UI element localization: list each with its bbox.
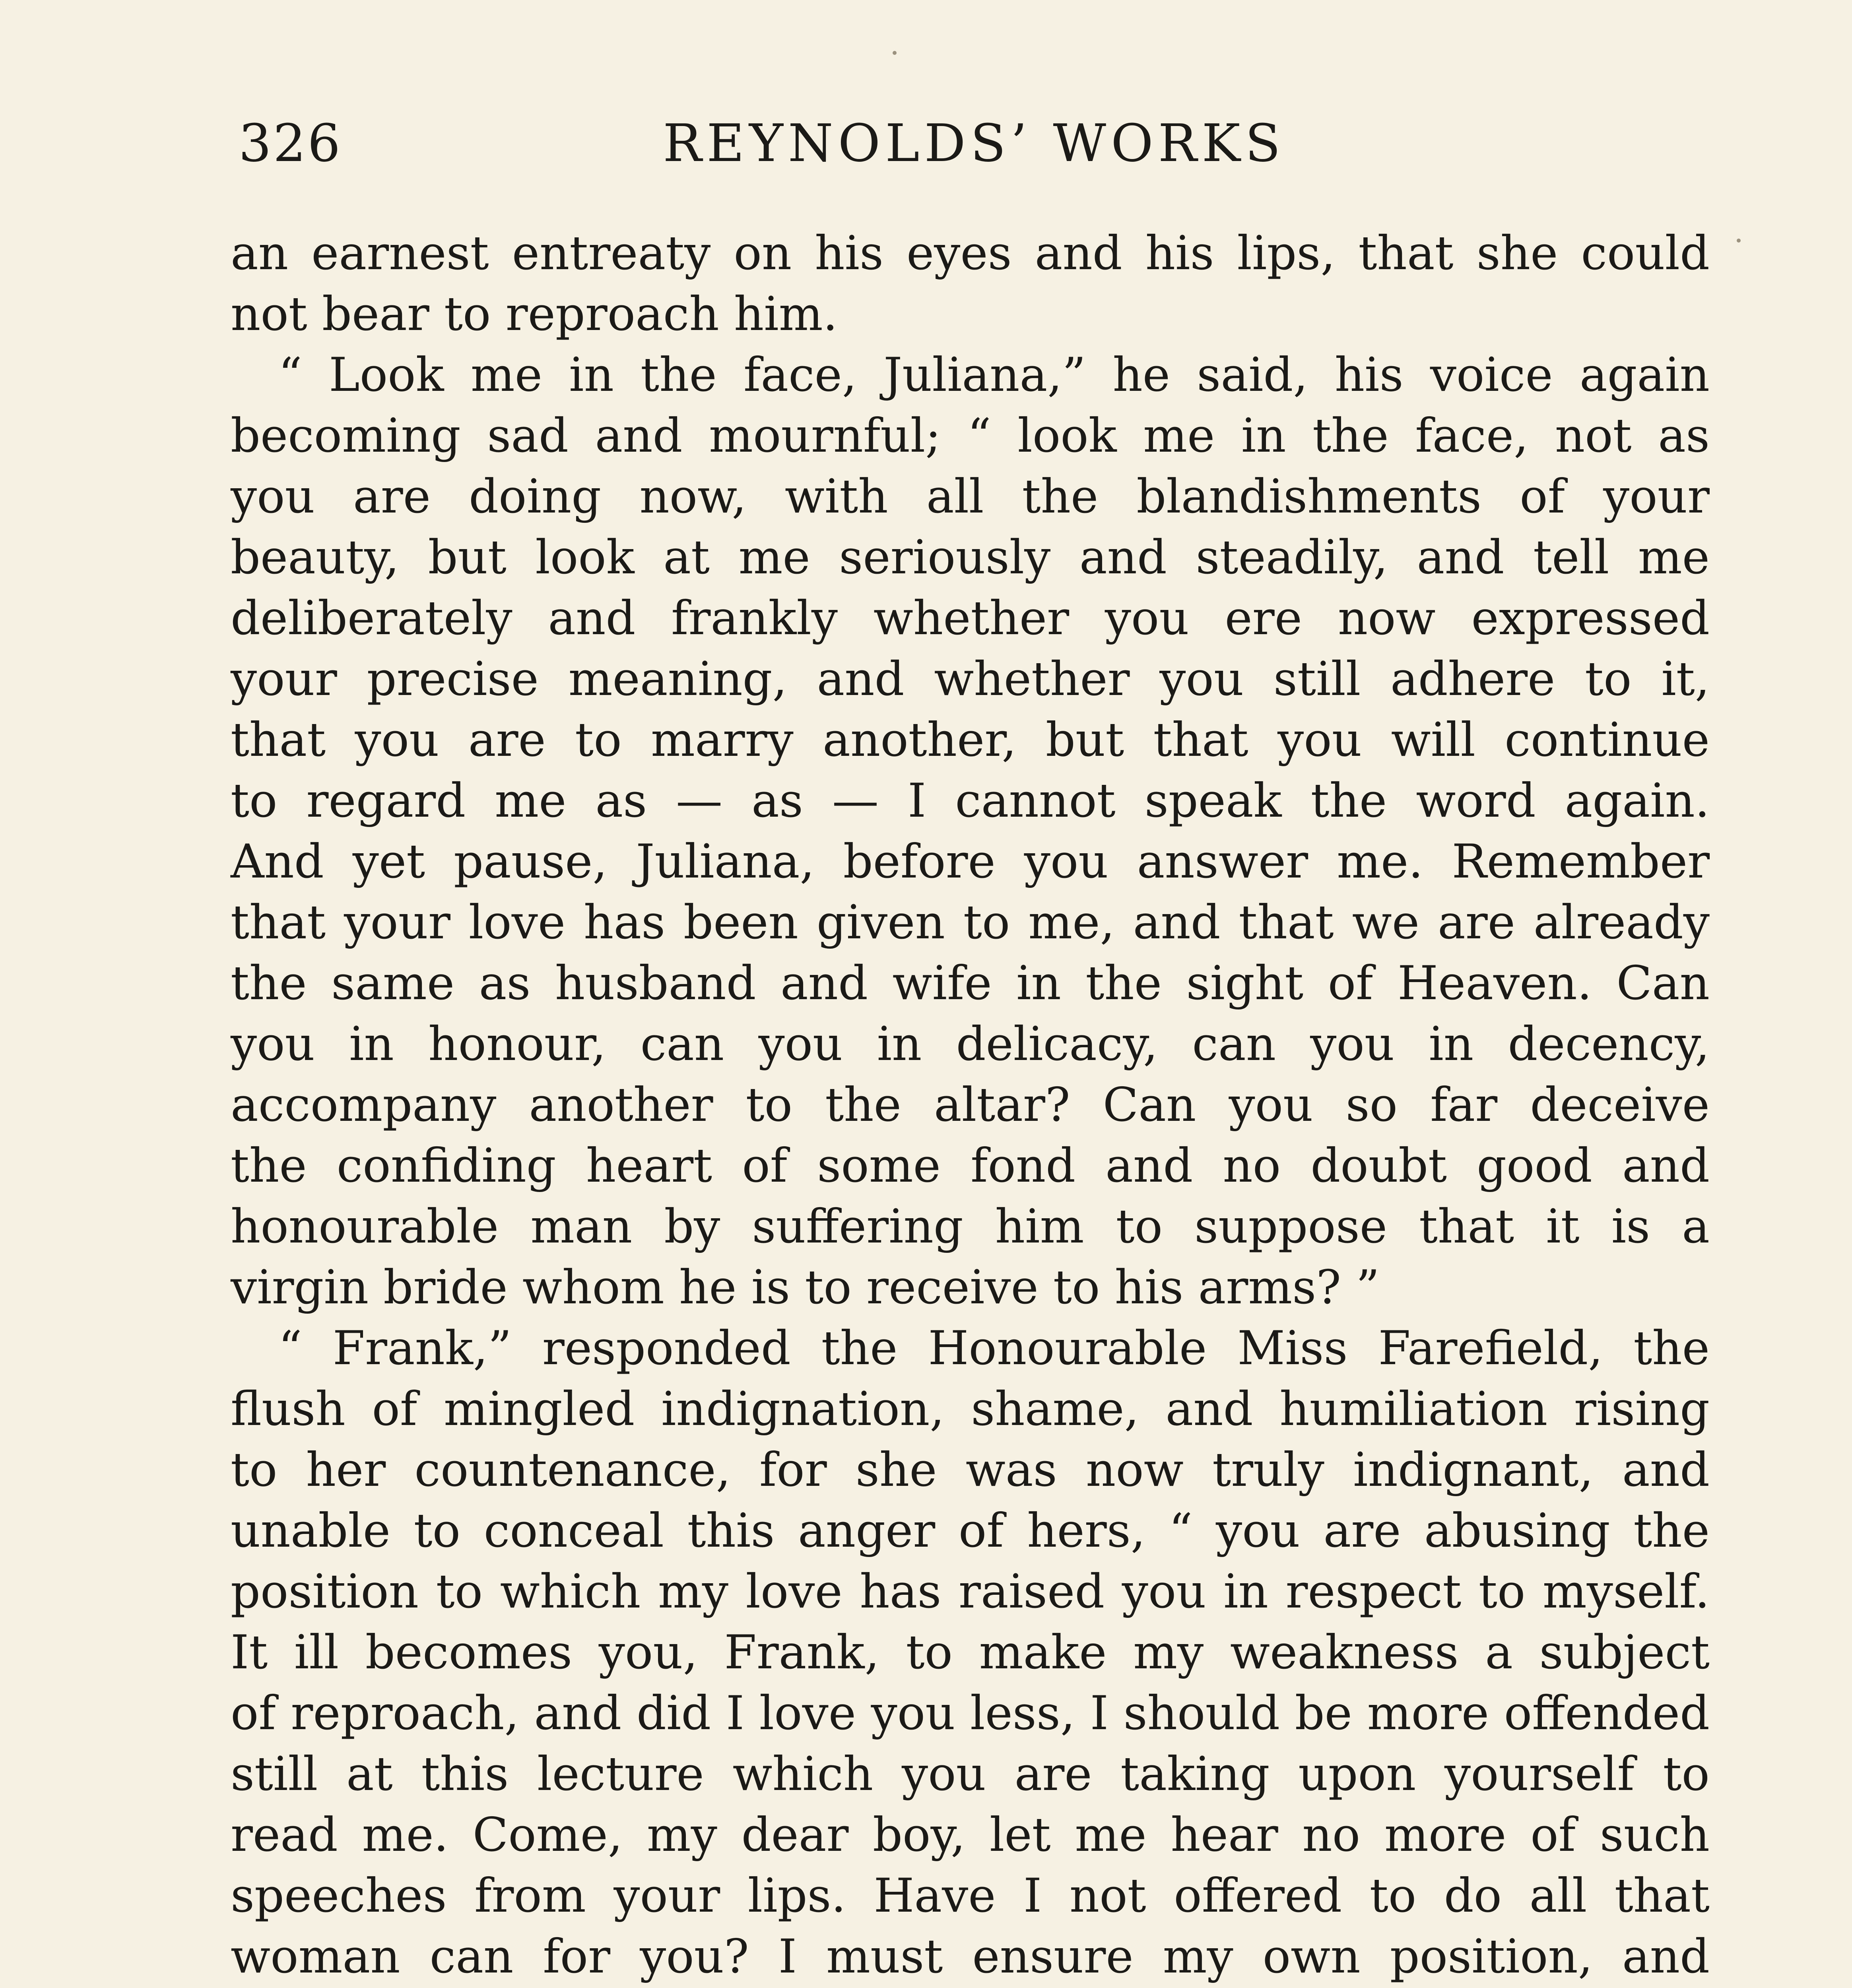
text-line: accompany another to the altar? Can you so far deceive — [231, 1077, 1710, 1132]
text-line: flush of mingled indignation, shame, and humiliation rising — [231, 1382, 1710, 1436]
text-line: unable to conceal this anger of hers, “ you are abusing the — [231, 1503, 1710, 1558]
text-line: the same as husband and wife in the sight of Heaven. Can — [231, 956, 1710, 1010]
text-line: honourable man by suffering him to suppose that it is a — [231, 1199, 1710, 1254]
page-number: 326 — [239, 113, 342, 173]
text-line: that your love has been given to me, and that we are already — [231, 895, 1710, 949]
text-line: “ Look me in the face, Juliana,” he said, his voice again — [278, 348, 1710, 402]
text-line: beauty, but look at me seriously and steadily, and tell me — [231, 530, 1710, 584]
text-line: to regard me as — as — I cannot speak the word again. — [231, 773, 1710, 828]
paper-speck — [893, 51, 897, 55]
page-header — [239, 107, 1710, 179]
running-head: REYNOLDS’ WORKS — [663, 113, 1285, 173]
text-line: an earnest entreaty on his eyes and his lips, that she could — [231, 226, 1710, 280]
text-line: speeches from your lips. Have I not offered to do all that — [231, 1868, 1710, 1923]
text-line: that you are to marry another, but that you will continue — [231, 712, 1710, 767]
text-line: position to which my love has raised you in respect to myself. — [231, 1564, 1710, 1619]
text-line: becoming sad and mournful; “ look me in the face, not as — [231, 408, 1710, 463]
text-line: still at this lecture which you are taking upon yourself to — [231, 1747, 1710, 1801]
paper-speck — [1737, 239, 1741, 243]
text-line: your precise meaning, and whether you still adhere to it, — [231, 652, 1710, 706]
text-line: you in honour, can you in delicacy, can you in decency, — [231, 1017, 1710, 1071]
text-line: not bear to reproach him. — [231, 287, 838, 341]
text-line: deliberately and frankly whether you ere now expressed — [231, 591, 1710, 645]
text-line: And yet pause, Juliana, before you answer me. Remember — [231, 834, 1710, 889]
text-line: read me. Come, my dear boy, let me hear no more of such — [231, 1807, 1710, 1862]
text-line: to her countenance, for she was now truly indignant, and — [231, 1442, 1710, 1497]
text-line: of reproach, and did I love you less, I should be more offended — [231, 1686, 1710, 1740]
text-line: It ill becomes you, Frank, to make my weakness a subject — [231, 1625, 1710, 1679]
text-line: the confiding heart of some fond and no doubt good and — [231, 1138, 1710, 1193]
text-line: woman can for you? I must ensure my own position, and — [231, 1929, 1710, 1984]
text-line: “ Frank,” responded the Honourable Miss Farefield, the — [278, 1321, 1710, 1375]
body-text — [231, 223, 1710, 1988]
text-line: virgin bride whom he is to receive to his arms? ” — [231, 1260, 1380, 1314]
text-line: you are doing now, with all the blandishments of your — [231, 469, 1710, 524]
